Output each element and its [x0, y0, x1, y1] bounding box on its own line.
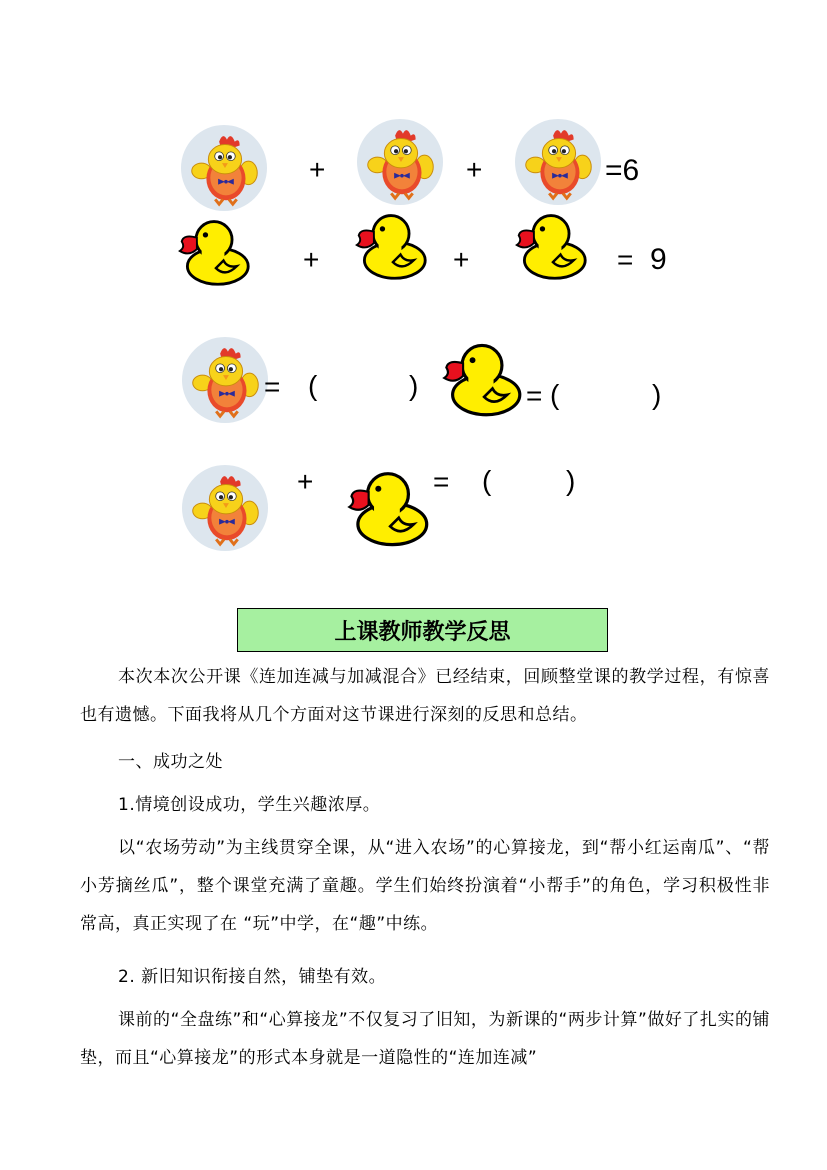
duck-icon: [176, 212, 252, 290]
section-title-success: 一、成功之处: [118, 752, 223, 772]
duck-icon: [345, 464, 431, 550]
equals-sign: =: [526, 380, 543, 411]
chick-icon: [356, 118, 444, 206]
duck-icon: [440, 334, 524, 422]
equals-sign: =: [617, 244, 634, 275]
plus-sign: +: [453, 244, 470, 275]
right-paren: ): [409, 370, 419, 401]
chick-icon: [181, 464, 269, 552]
plus-sign: +: [297, 466, 314, 497]
equation-result: =6: [605, 154, 640, 187]
paragraph-point-1: 以“农场劳动”为主线贯穿全课，从“进入农场”的心算接龙，到“帮小红运南瓜”、“帮小芳摘丝瓜”，整个课堂充满了童趣。学生们始终扮演着“小帮手”的角色，学习积极性非常高，真正实现了在 “玩”中学，在“趣”中练。: [80, 838, 770, 934]
section-heading: 上课教师教学反思: [237, 608, 608, 652]
chick-icon: [514, 118, 602, 206]
point-2-title: 2. 新旧知识衔接自然，铺垫有效。: [118, 967, 387, 987]
plus-sign: +: [303, 244, 320, 275]
left-paren: (: [482, 465, 492, 496]
right-paren: ): [566, 465, 576, 496]
plus-sign: +: [466, 154, 483, 185]
duck-icon: [353, 206, 429, 284]
left-paren: (: [308, 370, 318, 401]
paragraph-point-2: 课前的“全盘练”和“心算接龙”不仅复习了旧知，为新课的“两步计算”做好了扎实的铺垫，而且“心算接龙”的形式本身就是一道隐性的“连加连减”: [80, 1010, 770, 1068]
left-paren: (: [550, 379, 560, 410]
right-paren: ): [652, 379, 662, 410]
equals-sign: =: [264, 371, 281, 402]
paragraph-intro: 本次本次公开课《连加连减与加减混合》已经结束，回顾整堂课的教学过程，有惊喜也有遗憾。下面我将从几个方面对这节课进行深刻的反思和总结。: [80, 667, 770, 725]
chick-icon: [181, 336, 269, 424]
equation-result: 9: [650, 243, 667, 276]
point-1-title: 1.情境创设成功，学生兴趣浓厚。: [118, 795, 381, 815]
duck-icon: [513, 206, 589, 284]
plus-sign: +: [309, 154, 326, 185]
equals-sign: =: [433, 466, 450, 497]
chick-icon: [180, 124, 268, 212]
